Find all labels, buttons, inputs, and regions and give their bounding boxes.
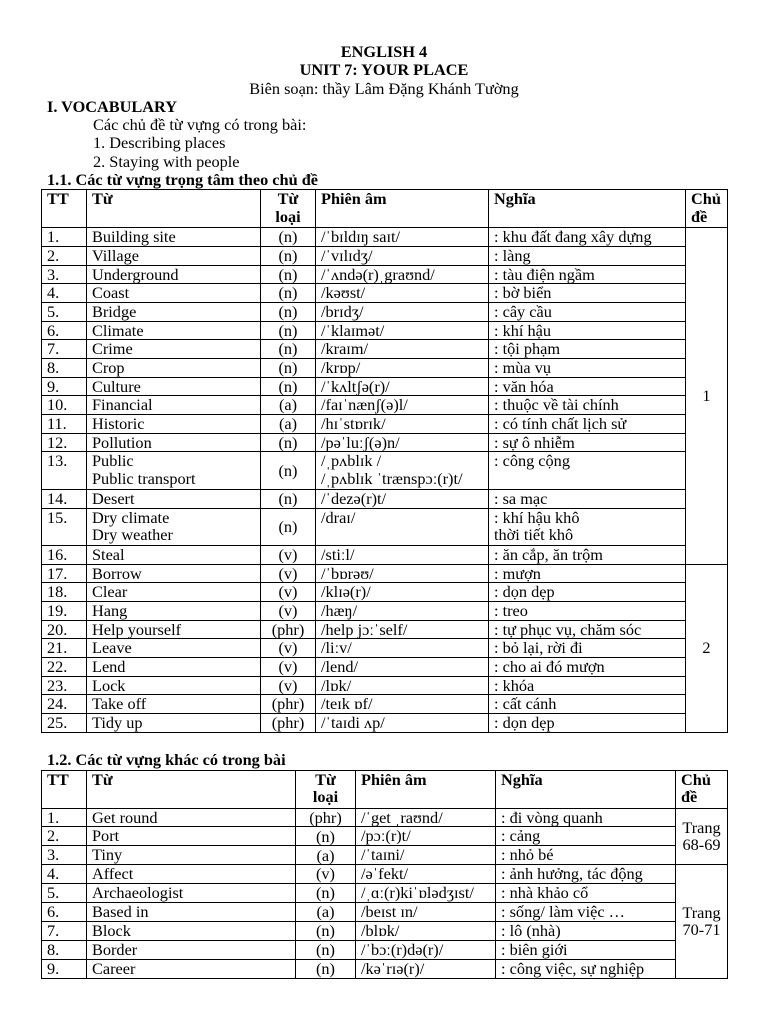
column-header-word: [87, 770, 296, 808]
cell-word: Career: [87, 959, 296, 978]
cell-no: 19.: [42, 601, 87, 620]
cell-ipa: /hɪˈstɒrɪk/: [316, 415, 489, 434]
cell-meaning: : thuộc về tài chính: [489, 396, 686, 415]
cell-no: 11.: [42, 415, 87, 434]
cell-pos: (n): [261, 433, 316, 452]
cell-meaning: : ăn cắp, ăn trộm: [489, 545, 686, 564]
cell-pos: (a): [296, 846, 356, 865]
cell-meaning: : nhỏ bé: [496, 846, 676, 865]
column-header-pos: [296, 770, 356, 808]
cell-word: [87, 508, 261, 545]
table-row: [42, 639, 728, 658]
cell-line: /ˌpʌblɪk ˈtrænspɔː(r)t/: [321, 468, 463, 488]
column-header-label: TT: [47, 769, 69, 789]
cell-word: Village: [87, 246, 261, 265]
cell-ipa: /brɪdʒ/: [316, 302, 489, 321]
cell-ipa: /ˈʌndə(r)ˌgraʊnd/: [316, 265, 489, 284]
cell-pos: (phr): [261, 620, 316, 639]
column-header-word: [87, 190, 261, 228]
cell-pos: (n): [261, 489, 316, 508]
cell-ipa: /lɒk/: [316, 676, 489, 695]
cell-pos: (v): [261, 639, 316, 658]
cell-meaning: : mùa vụ: [489, 358, 686, 377]
cell-meaning: : sự ô nhiễm: [489, 433, 686, 452]
table-row: [42, 358, 728, 377]
cell-meaning: [489, 508, 686, 545]
cell-pos: (n): [261, 358, 316, 377]
other-vocab-heading: 1.2. Các từ vựng khác có trong bài: [47, 750, 286, 770]
table-row: [42, 903, 728, 922]
cell-line: /ˌpʌblɪk /: [321, 451, 382, 471]
cell-word: Tidy up: [87, 714, 261, 733]
cell-word: Borrow: [87, 564, 261, 583]
cell-no: 2.: [42, 246, 87, 265]
cell-ipa: /blɒk/: [356, 921, 496, 940]
topics-intro: Các chủ đề từ vựng có trong bài:: [93, 115, 307, 135]
table-row: [42, 620, 728, 639]
column-header-meaning: [496, 770, 676, 808]
cell-word: Crop: [87, 358, 261, 377]
table-row: [42, 545, 728, 564]
cell-pos: (n): [296, 827, 356, 846]
cell-line: Public: [92, 451, 134, 471]
table-row: [42, 601, 728, 620]
cell-meaning: : tự phục vụ, chăm sóc: [489, 620, 686, 639]
cell-ipa: /ˈkʌltʃə(r)/: [316, 377, 489, 396]
column-header-no: [42, 770, 87, 808]
column-header-label: Phiên âm: [361, 769, 427, 789]
cell-word: Help yourself: [87, 620, 261, 639]
table-header-row: [42, 770, 728, 808]
column-header-pos: [261, 190, 316, 228]
cell-word: Based in: [87, 903, 296, 922]
cell-meaning: : ảnh hưởng, tác động: [496, 865, 676, 884]
cell-topic: Trang 70-71: [676, 865, 728, 978]
cell-line: Public transport: [92, 468, 196, 488]
cell-meaning: : mượn: [489, 564, 686, 583]
cell-word: Block: [87, 921, 296, 940]
table-row: [42, 865, 728, 884]
cell-word: Desert: [87, 489, 261, 508]
cell-pos: (n): [261, 377, 316, 396]
cell-meaning: : làng: [489, 246, 686, 265]
column-header-no: [42, 190, 87, 228]
cell-meaning: : văn hóa: [489, 377, 686, 396]
section-title: I. VOCABULARY: [47, 96, 177, 116]
column-header-label: Từ: [92, 189, 113, 209]
table-row: [42, 377, 728, 396]
cell-word: Climate: [87, 321, 261, 340]
cell-ipa: /ˈbɔː(r)də(r)/: [356, 940, 496, 959]
cell-no: 6.: [42, 903, 87, 922]
column-header-label: Từ: [92, 769, 113, 789]
cell-meaning: : biên giới: [496, 940, 676, 959]
cell-word: Leave: [87, 639, 261, 658]
cell-no: 22.: [42, 658, 87, 677]
table-row: [42, 714, 728, 733]
cell-pos: (phr): [261, 695, 316, 714]
table-row: [42, 695, 728, 714]
cell-word: Lend: [87, 658, 261, 677]
cell-meaning: : bờ biển: [489, 284, 686, 303]
cell-meaning: : cho ai đó mượn: [489, 658, 686, 677]
cell-pos: (n): [261, 452, 316, 489]
column-header-topic: [676, 770, 728, 808]
cell-no: 7.: [42, 340, 87, 359]
cell-line: Dry weather: [92, 525, 173, 544]
cell-word: Financial: [87, 396, 261, 415]
cell-word: [87, 452, 261, 489]
cell-line: Dry climate: [92, 507, 170, 527]
table-row: [42, 583, 728, 602]
cell-ipa: /ˈbɪldɪŋ saɪt/: [316, 228, 489, 247]
cell-ipa: /teɪk ɒf/: [316, 695, 489, 714]
cell-word: Culture: [87, 377, 261, 396]
cell-no: 5.: [42, 884, 87, 903]
cell-word: Port: [87, 827, 296, 846]
column-header-label: Từ loại: [275, 189, 301, 226]
table-row: [42, 246, 728, 265]
cell-word: Crime: [87, 340, 261, 359]
cell-word: Steal: [87, 545, 261, 564]
column-header-label: Chủ đề: [681, 769, 711, 807]
table-row: [42, 452, 728, 489]
table-row: [42, 658, 728, 677]
table-row: [42, 265, 728, 284]
table-row: [42, 396, 728, 415]
cell-no: 18.: [42, 583, 87, 602]
cell-word: Historic: [87, 415, 261, 434]
cell-no: 16.: [42, 545, 87, 564]
cell-ipa: /pɔː(r)t/: [356, 827, 496, 846]
cell-meaning: : cất cánh: [489, 695, 686, 714]
cell-ipa: /ˈget ˌraʊnd/: [356, 808, 496, 827]
cell-pos: (v): [296, 865, 356, 884]
cell-pos: (phr): [296, 808, 356, 827]
table-header-row: [42, 190, 728, 228]
cell-line: : khí hậu khô: [494, 507, 580, 527]
cell-pos: (v): [261, 545, 316, 564]
table-row: [42, 940, 728, 959]
cell-topic: Trang 68-69: [676, 808, 728, 865]
column-header-label: Nghĩa: [501, 769, 543, 789]
table-row: [42, 959, 728, 978]
table-row: [42, 564, 728, 583]
table-row: [42, 340, 728, 359]
cell-pos: (n): [296, 959, 356, 978]
cell-meaning: : công việc, sự nghiệp: [496, 959, 676, 978]
cell-ipa: /draɪ/: [316, 508, 489, 545]
cell-meaning: : dọn dẹp: [489, 583, 686, 602]
cell-ipa: /krɒp/: [316, 358, 489, 377]
cell-no: 12.: [42, 433, 87, 452]
cell-no: 21.: [42, 639, 87, 658]
cell-line: thời tiết khô: [494, 525, 574, 544]
column-header-label: Chủ đề: [691, 189, 721, 226]
table-row: [42, 827, 728, 846]
cell-no: 3.: [42, 846, 87, 865]
cell-meaning: : tàu điện ngầm: [489, 265, 686, 284]
cell-no: 4.: [42, 284, 87, 303]
cell-pos: (n): [261, 340, 316, 359]
cell-ipa: /stiːl/: [316, 545, 489, 564]
cell-no: 1.: [42, 228, 87, 247]
other-vocab-table: [41, 770, 728, 979]
table-row: [42, 846, 728, 865]
cell-meaning: : sa mạc: [489, 489, 686, 508]
table-row: [42, 489, 728, 508]
table-row: [42, 884, 728, 903]
cell-word: Coast: [87, 284, 261, 303]
column-header-ipa: [356, 770, 496, 808]
cell-topic: 1: [686, 228, 728, 564]
cell-meaning: : công cộng: [489, 452, 686, 489]
cell-meaning: : treo: [489, 601, 686, 620]
cell-meaning: : bỏ lại, rời đi: [489, 639, 686, 658]
unit-title: UNIT 7: YOUR PLACE: [299, 60, 469, 80]
cell-no: 23.: [42, 676, 87, 695]
cell-word: Hang: [87, 601, 261, 620]
cell-ipa: /hæŋ/: [316, 601, 489, 620]
cell-pos: (phr): [261, 714, 316, 733]
cell-meaning: : cây cầu: [489, 302, 686, 321]
cell-word: Lock: [87, 676, 261, 695]
cell-pos: (v): [261, 583, 316, 602]
cell-no: 13.: [42, 452, 87, 489]
cell-word: Affect: [87, 865, 296, 884]
cell-no: 24.: [42, 695, 87, 714]
cell-no: 14.: [42, 489, 87, 508]
core-vocab-table: [41, 189, 728, 732]
cell-ipa: /kəʊst/: [316, 284, 489, 303]
cell-meaning: : tội phạm: [489, 340, 686, 359]
cell-ipa: /ˈklaɪmət/: [316, 321, 489, 340]
cell-ipa: /ˈdezə(r)t/: [316, 489, 489, 508]
cell-pos: (v): [261, 564, 316, 583]
cell-word: Tiny: [87, 846, 296, 865]
column-header-ipa: [316, 190, 489, 228]
cell-no: 1.: [42, 808, 87, 827]
cell-ipa: /ˈbɒrəʊ/: [316, 564, 489, 583]
cell-ipa: /ˈtaɪdi ʌp/: [316, 714, 489, 733]
cell-no: 3.: [42, 265, 87, 284]
topic-item: 2. Staying with people: [93, 151, 240, 171]
topic-item: 1. Describing places: [93, 133, 226, 153]
cell-no: 10.: [42, 396, 87, 415]
author-line: Biên soạn: thầy Lâm Đặng Khánh Tường: [249, 78, 519, 98]
cell-ipa: /faɪˈnænʃ(ə)l/: [316, 396, 489, 415]
cell-pos: (a): [261, 396, 316, 415]
cell-no: 15.: [42, 508, 87, 545]
cell-no: 4.: [42, 865, 87, 884]
cell-meaning: : đi vòng quanh: [496, 808, 676, 827]
table-row: [42, 676, 728, 695]
column-header-meaning: [489, 190, 686, 228]
cell-pos: (n): [261, 265, 316, 284]
cell-no: 25.: [42, 714, 87, 733]
cell-no: 7.: [42, 921, 87, 940]
table-body: [42, 228, 728, 733]
course-title: ENGLISH 4: [340, 42, 428, 61]
cell-meaning: : cảng: [496, 827, 676, 846]
cell-no: 8.: [42, 940, 87, 959]
cell-word: Archaeologist: [87, 884, 296, 903]
table-row: [42, 433, 728, 452]
blank-line: [41, 733, 727, 752]
cell-ipa: /ˌɑː(r)kiˈɒlədʒɪst/: [356, 884, 496, 903]
cell-meaning: : khóa: [489, 676, 686, 695]
cell-pos: (v): [261, 601, 316, 620]
cell-word: Clear: [87, 583, 261, 602]
cell-meaning: : lô (nhà): [496, 921, 676, 940]
core-vocab-heading: 1.1. Các từ vựng trọng tâm theo chủ đề: [47, 170, 318, 190]
cell-pos: (n): [261, 284, 316, 303]
cell-topic: 2: [686, 564, 728, 732]
cell-no: 9.: [42, 377, 87, 396]
table-row: [42, 808, 728, 827]
cell-ipa: /kraɪm/: [316, 340, 489, 359]
table-body: [42, 808, 728, 978]
cell-word: Underground: [87, 265, 261, 284]
cell-pos: (n): [296, 884, 356, 903]
cell-word: Take off: [87, 695, 261, 714]
cell-pos: (a): [296, 903, 356, 922]
cell-pos: (n): [261, 302, 316, 321]
cell-meaning: : sống/ làm việc …: [496, 903, 676, 922]
cell-meaning: : khí hậu: [489, 321, 686, 340]
cell-ipa: [316, 452, 489, 489]
cell-ipa: /beɪst ɪn/: [356, 903, 496, 922]
cell-pos: (a): [261, 415, 316, 434]
cell-meaning: : khu đất đang xây dựng: [489, 228, 686, 247]
cell-word: Border: [87, 940, 296, 959]
cell-pos: (n): [261, 228, 316, 247]
table-row: [42, 302, 728, 321]
cell-pos: (n): [261, 246, 316, 265]
cell-ipa: /klɪə(r)/: [316, 583, 489, 602]
cell-word: Pollution: [87, 433, 261, 452]
document-body: [41, 43, 727, 979]
cell-ipa: /ˈvɪlɪdʒ/: [316, 246, 489, 265]
cell-no: 2.: [42, 827, 87, 846]
cell-ipa: /pəˈluːʃ(ə)n/: [316, 433, 489, 452]
cell-pos: (v): [261, 658, 316, 677]
cell-no: 20.: [42, 620, 87, 639]
column-header-label: Nghĩa: [494, 189, 536, 209]
table-row: [42, 415, 728, 434]
cell-no: 8.: [42, 358, 87, 377]
table-row: [42, 228, 728, 247]
cell-ipa: /liːv/: [316, 639, 489, 658]
cell-word: Bridge: [87, 302, 261, 321]
cell-pos: (n): [296, 940, 356, 959]
cell-ipa: /help jɔːˈself/: [316, 620, 489, 639]
table-row: [42, 284, 728, 303]
column-header-label: Từ loại: [312, 769, 339, 807]
cell-meaning: : có tính chất lịch sử: [489, 415, 686, 434]
cell-meaning: : dọn dẹp: [489, 714, 686, 733]
column-header-label: TT: [47, 189, 69, 209]
cell-no: 5.: [42, 302, 87, 321]
table-row: [42, 321, 728, 340]
cell-ipa: /ˈtaɪni/: [356, 846, 496, 865]
cell-pos: (v): [261, 676, 316, 695]
cell-ipa: /lend/: [316, 658, 489, 677]
cell-ipa: /əˈfekt/: [356, 865, 496, 884]
table-row: [42, 508, 728, 545]
cell-no: 9.: [42, 959, 87, 978]
cell-meaning: : nhà khảo cổ: [496, 884, 676, 903]
cell-pos: (n): [261, 508, 316, 545]
column-header-label: Phiên âm: [321, 189, 387, 209]
table-row: [42, 921, 728, 940]
cell-ipa: /kəˈrɪə(r)/: [356, 959, 496, 978]
cell-no: 6.: [42, 321, 87, 340]
cell-pos: (n): [261, 321, 316, 340]
cell-pos: (n): [296, 921, 356, 940]
cell-no: 17.: [42, 564, 87, 583]
column-header-topic: [686, 190, 728, 228]
cell-word: Get round: [87, 808, 296, 827]
cell-word: Building site: [87, 228, 261, 247]
